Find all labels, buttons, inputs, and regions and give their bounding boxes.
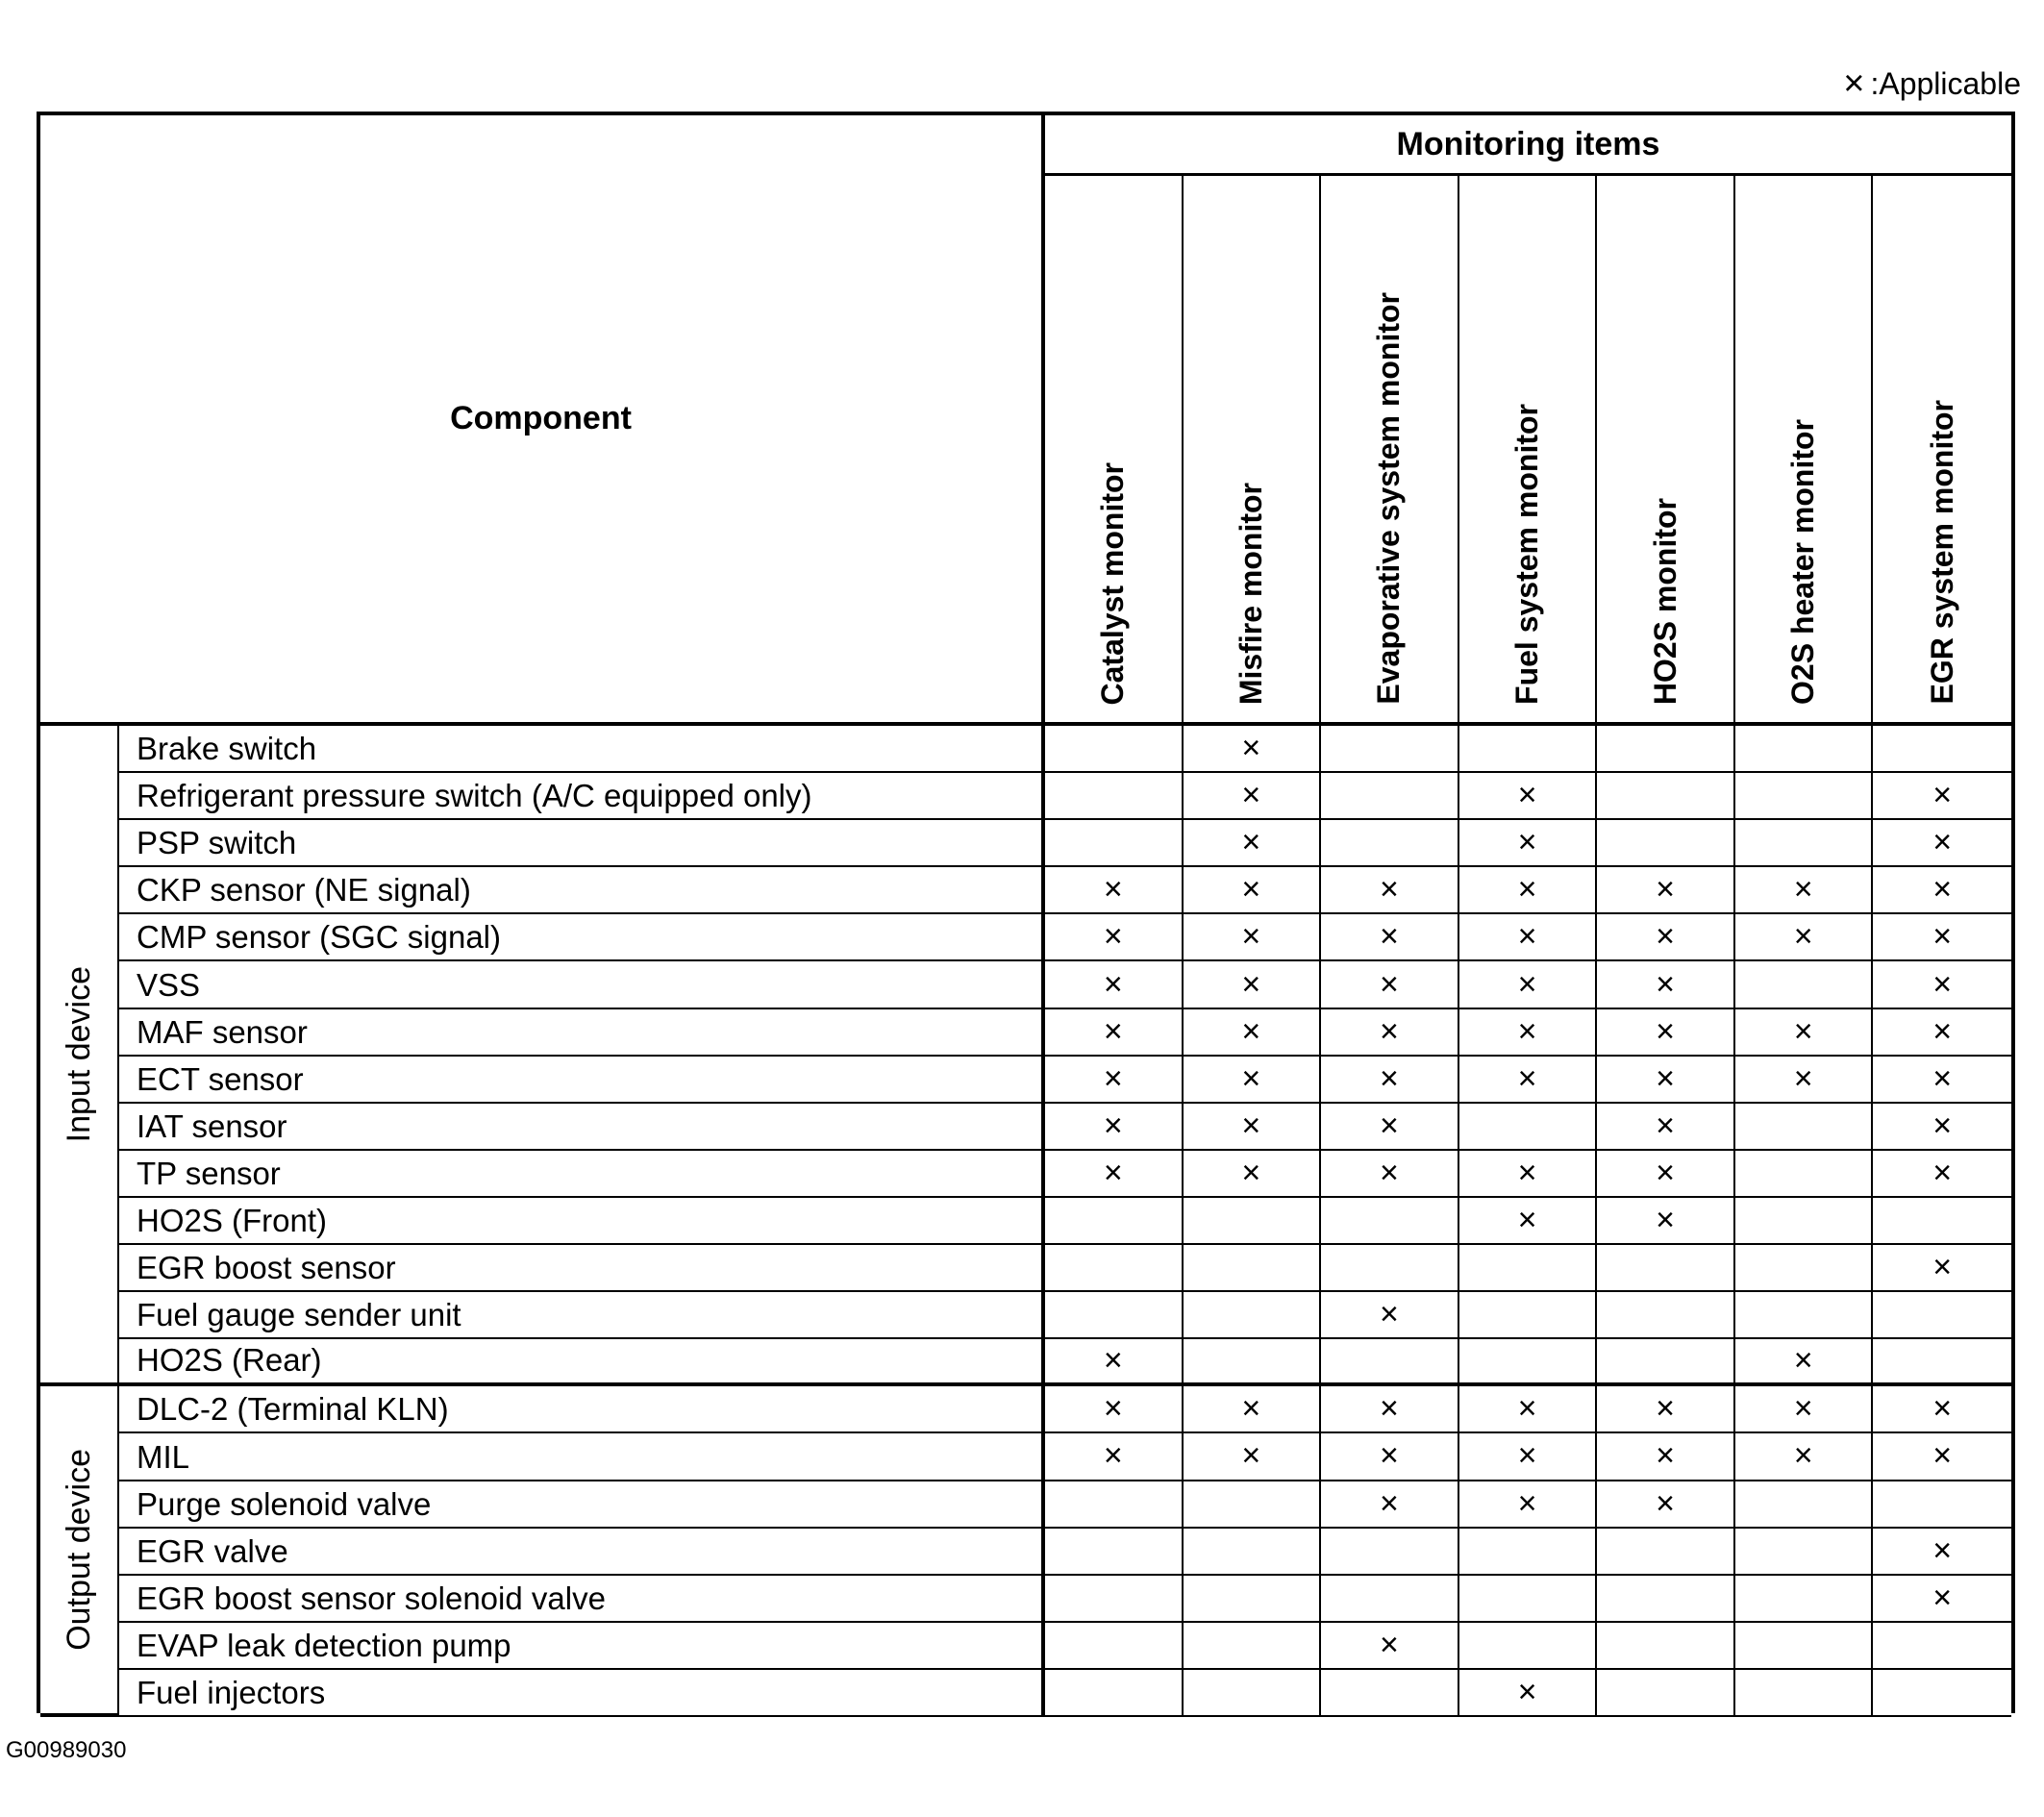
applicable-mark-cell	[1045, 867, 1184, 914]
monitor-header-label: Evaporative system monitor	[1371, 292, 1407, 705]
monitoring-table	[37, 112, 2015, 1713]
applicable-mark-icon: ×	[1656, 918, 1675, 956]
empty-cell	[1045, 1623, 1184, 1670]
empty-cell	[1873, 1670, 2011, 1717]
applicable-mark-icon: ×	[1103, 871, 1123, 908]
component-name: Fuel injectors	[119, 1670, 1045, 1717]
monitor-header	[1184, 176, 1322, 726]
applicable-mark-cell	[1184, 1151, 1322, 1198]
applicable-mark-icon: ×	[1843, 63, 1865, 104]
component-name: EGR boost sensor	[119, 1245, 1045, 1292]
empty-cell	[1735, 1529, 1874, 1576]
empty-cell	[1597, 726, 1735, 773]
applicable-mark-icon: ×	[1103, 965, 1123, 1003]
applicable-mark-cell	[1873, 1009, 2011, 1057]
applicable-mark-icon: ×	[1517, 824, 1537, 861]
empty-cell	[1321, 820, 1459, 867]
applicable-mark-cell	[1459, 1198, 1598, 1245]
component-name: EVAP leak detection pump	[119, 1623, 1045, 1670]
applicable-mark-icon: ×	[1656, 871, 1675, 908]
applicable-mark-cell	[1184, 1104, 1322, 1151]
applicable-mark-icon: ×	[1103, 1154, 1123, 1191]
empty-cell	[1597, 1245, 1735, 1292]
applicable-mark-cell	[1597, 1386, 1735, 1433]
applicable-mark-icon: ×	[1793, 918, 1813, 956]
empty-cell	[1735, 773, 1874, 820]
applicable-mark-icon: ×	[1241, 730, 1261, 767]
component-name: CKP sensor (NE signal)	[119, 867, 1045, 914]
applicable-mark-icon: ×	[1517, 1201, 1537, 1238]
applicable-mark-icon: ×	[1932, 1249, 1953, 1286]
applicable-mark-icon: ×	[1103, 1059, 1123, 1097]
applicable-mark-cell	[1873, 1576, 2011, 1623]
empty-cell	[1873, 1623, 2011, 1670]
applicable-mark-cell	[1597, 914, 1735, 961]
applicable-mark-cell	[1321, 961, 1459, 1008]
applicable-mark-icon: ×	[1103, 1107, 1123, 1144]
applicable-mark-icon: ×	[1932, 871, 1953, 908]
monitor-header	[1735, 176, 1874, 726]
monitoring-items-header: Monitoring items	[1045, 115, 2011, 176]
figure-id: G00989030	[6, 1737, 127, 1763]
monitor-header-label: Fuel system monitor	[1508, 404, 1544, 705]
empty-cell	[1184, 1481, 1322, 1529]
legend-text: :Applicable	[1870, 66, 2021, 101]
row-group-label	[40, 1386, 119, 1717]
empty-cell	[1597, 1292, 1735, 1339]
applicable-mark-cell	[1045, 1057, 1184, 1104]
empty-cell	[1184, 1623, 1322, 1670]
empty-cell	[1045, 1529, 1184, 1576]
empty-cell	[1045, 773, 1184, 820]
applicable-mark-cell	[1873, 1529, 2011, 1576]
applicable-mark-icon: ×	[1379, 871, 1399, 908]
applicable-mark-cell	[1321, 1623, 1459, 1670]
applicable-mark-icon: ×	[1932, 1154, 1953, 1191]
applicable-mark-cell	[1321, 1151, 1459, 1198]
row-group-label-text: Input device	[60, 965, 97, 1143]
applicable-mark-icon: ×	[1656, 1390, 1675, 1428]
applicable-mark-cell	[1045, 914, 1184, 961]
empty-cell	[1735, 1623, 1874, 1670]
component-name: Purge solenoid valve	[119, 1481, 1045, 1529]
empty-cell	[1735, 1481, 1874, 1529]
applicable-mark-icon: ×	[1379, 1107, 1399, 1144]
applicable-mark-cell	[1184, 1009, 1322, 1057]
applicable-mark-cell	[1459, 961, 1598, 1008]
applicable-mark-icon: ×	[1656, 1484, 1675, 1522]
applicable-mark-icon: ×	[1379, 1437, 1399, 1475]
applicable-mark-cell	[1597, 867, 1735, 914]
empty-cell	[1184, 1576, 1322, 1623]
applicable-mark-cell	[1184, 1057, 1322, 1104]
component-name: Fuel gauge sender unit	[119, 1292, 1045, 1339]
row-group-label-text: Output device	[60, 1449, 97, 1652]
applicable-mark-cell	[1321, 1481, 1459, 1529]
empty-cell	[1321, 1670, 1459, 1717]
monitor-header	[1459, 176, 1598, 726]
applicable-mark-icon: ×	[1932, 1012, 1953, 1050]
monitor-header-label: Misfire monitor	[1233, 482, 1268, 705]
monitor-header-label: EGR system monitor	[1924, 400, 1959, 705]
empty-cell	[1045, 1576, 1184, 1623]
applicable-mark-cell	[1045, 1151, 1184, 1198]
empty-cell	[1735, 1151, 1874, 1198]
applicable-mark-cell	[1459, 1057, 1598, 1104]
empty-cell	[1321, 1529, 1459, 1576]
applicable-mark-icon: ×	[1517, 1390, 1537, 1428]
component-name: EGR valve	[119, 1529, 1045, 1576]
applicable-mark-icon: ×	[1932, 1579, 1953, 1616]
applicable-mark-cell	[1321, 914, 1459, 961]
empty-cell	[1321, 1198, 1459, 1245]
empty-cell	[1597, 773, 1735, 820]
applicable-mark-icon: ×	[1241, 1437, 1261, 1475]
applicable-mark-cell	[1459, 820, 1598, 867]
applicable-mark-icon: ×	[1932, 824, 1953, 861]
monitor-header-label: O2S heater monitor	[1785, 419, 1821, 705]
applicable-mark-cell	[1321, 1292, 1459, 1339]
empty-cell	[1045, 726, 1184, 773]
applicable-mark-cell	[1597, 1481, 1735, 1529]
empty-cell	[1735, 726, 1874, 773]
applicable-mark-icon: ×	[1656, 1012, 1675, 1050]
component-name: Refrigerant pressure switch (A/C equipped only)	[119, 773, 1045, 820]
applicable-mark-cell	[1597, 1151, 1735, 1198]
applicable-mark-cell	[1045, 1433, 1184, 1481]
component-name: Brake switch	[119, 726, 1045, 773]
applicable-mark-icon: ×	[1379, 965, 1399, 1003]
empty-cell	[1321, 1245, 1459, 1292]
component-name: VSS	[119, 961, 1045, 1008]
empty-cell	[1873, 726, 2011, 773]
applicable-mark-cell	[1597, 1104, 1735, 1151]
applicable-mark-icon: ×	[1517, 965, 1537, 1003]
empty-cell	[1597, 1623, 1735, 1670]
applicable-mark-icon: ×	[1517, 1154, 1537, 1191]
empty-cell	[1184, 1198, 1322, 1245]
applicable-mark-cell	[1459, 773, 1598, 820]
applicable-mark-icon: ×	[1103, 1390, 1123, 1428]
applicable-mark-cell	[1597, 1433, 1735, 1481]
applicable-mark-icon: ×	[1241, 1154, 1261, 1191]
applicable-mark-icon: ×	[1656, 1154, 1675, 1191]
applicable-mark-cell	[1459, 1433, 1598, 1481]
applicable-mark-icon: ×	[1793, 1437, 1813, 1475]
applicable-mark-icon: ×	[1932, 777, 1953, 814]
empty-cell	[1735, 1104, 1874, 1151]
applicable-mark-cell	[1597, 1198, 1735, 1245]
applicable-mark-icon: ×	[1241, 1390, 1261, 1428]
applicable-mark-icon: ×	[1103, 918, 1123, 956]
applicable-mark-cell	[1873, 1151, 2011, 1198]
empty-cell	[1597, 820, 1735, 867]
applicable-mark-icon: ×	[1379, 1626, 1399, 1663]
component-name: TP sensor	[119, 1151, 1045, 1198]
empty-cell	[1459, 1245, 1598, 1292]
applicable-mark-icon: ×	[1241, 777, 1261, 814]
applicable-mark-cell	[1184, 961, 1322, 1008]
applicable-mark-icon: ×	[1517, 1673, 1537, 1710]
empty-cell	[1597, 1576, 1735, 1623]
applicable-mark-cell	[1873, 1057, 2011, 1104]
empty-cell	[1184, 1339, 1322, 1386]
empty-cell	[1735, 1198, 1874, 1245]
applicable-mark-cell	[1735, 1057, 1874, 1104]
component-header: Component	[40, 115, 1045, 726]
applicable-mark-icon: ×	[1793, 871, 1813, 908]
applicable-mark-cell	[1184, 773, 1322, 820]
monitor-header	[1597, 176, 1735, 726]
monitor-header-label: HO2S monitor	[1647, 497, 1683, 705]
empty-cell	[1045, 820, 1184, 867]
applicable-mark-icon: ×	[1517, 1059, 1537, 1097]
applicable-mark-cell	[1873, 773, 2011, 820]
empty-cell	[1321, 1339, 1459, 1386]
applicable-mark-cell	[1045, 1386, 1184, 1433]
applicable-mark-cell	[1321, 1433, 1459, 1481]
component-name: IAT sensor	[119, 1104, 1045, 1151]
applicable-mark-cell	[1184, 867, 1322, 914]
empty-cell	[1321, 726, 1459, 773]
applicable-mark-cell	[1873, 867, 2011, 914]
applicable-mark-cell	[1459, 1151, 1598, 1198]
applicable-mark-cell	[1321, 867, 1459, 914]
empty-cell	[1873, 1198, 2011, 1245]
empty-cell	[1184, 1245, 1322, 1292]
empty-cell	[1597, 1339, 1735, 1386]
component-name: CMP sensor (SGC signal)	[119, 914, 1045, 961]
applicable-mark-icon: ×	[1656, 1437, 1675, 1475]
component-name: PSP switch	[119, 820, 1045, 867]
applicable-mark-cell	[1459, 1670, 1598, 1717]
applicable-mark-icon: ×	[1103, 1437, 1123, 1475]
empty-cell	[1873, 1292, 2011, 1339]
applicable-mark-cell	[1184, 820, 1322, 867]
applicable-mark-cell	[1321, 1386, 1459, 1433]
component-name: DLC-2 (Terminal KLN)	[119, 1386, 1045, 1433]
empty-cell	[1735, 820, 1874, 867]
component-name: HO2S (Rear)	[119, 1339, 1045, 1386]
applicable-mark-icon: ×	[1517, 1484, 1537, 1522]
monitor-header	[1045, 176, 1184, 726]
empty-cell	[1597, 1670, 1735, 1717]
applicable-mark-cell	[1873, 1104, 2011, 1151]
applicable-mark-icon: ×	[1241, 871, 1261, 908]
applicable-mark-icon: ×	[1241, 1012, 1261, 1050]
applicable-mark-icon: ×	[1517, 918, 1537, 956]
applicable-mark-icon: ×	[1656, 1107, 1675, 1144]
applicable-mark-icon: ×	[1241, 918, 1261, 956]
empty-cell	[1597, 1529, 1735, 1576]
applicable-mark-cell	[1735, 867, 1874, 914]
applicable-mark-cell	[1184, 726, 1322, 773]
applicable-mark-cell	[1597, 1009, 1735, 1057]
empty-cell	[1459, 1104, 1598, 1151]
legend	[1843, 63, 2021, 105]
applicable-mark-cell	[1184, 1386, 1322, 1433]
applicable-mark-icon: ×	[1241, 824, 1261, 861]
row-group-label	[40, 726, 119, 1386]
applicable-mark-icon: ×	[1932, 1059, 1953, 1097]
empty-cell	[1045, 1481, 1184, 1529]
applicable-mark-icon: ×	[1517, 871, 1537, 908]
component-name: MAF sensor	[119, 1009, 1045, 1057]
empty-cell	[1735, 961, 1874, 1008]
empty-cell	[1873, 1481, 2011, 1529]
empty-cell	[1045, 1245, 1184, 1292]
applicable-mark-cell	[1459, 914, 1598, 961]
empty-cell	[1873, 1339, 2011, 1386]
applicable-mark-icon: ×	[1793, 1059, 1813, 1097]
empty-cell	[1459, 1576, 1598, 1623]
empty-cell	[1459, 1623, 1598, 1670]
component-name: MIL	[119, 1433, 1045, 1481]
applicable-mark-cell	[1321, 1009, 1459, 1057]
applicable-mark-cell	[1459, 1386, 1598, 1433]
monitor-header-label: Catalyst monitor	[1095, 461, 1131, 705]
empty-cell	[1459, 726, 1598, 773]
component-name: EGR boost sensor solenoid valve	[119, 1576, 1045, 1623]
applicable-mark-icon: ×	[1656, 965, 1675, 1003]
applicable-mark-icon: ×	[1379, 1296, 1399, 1333]
applicable-mark-cell	[1873, 1386, 2011, 1433]
applicable-mark-icon: ×	[1379, 1484, 1399, 1522]
applicable-mark-icon: ×	[1379, 918, 1399, 956]
applicable-mark-icon: ×	[1656, 1201, 1675, 1238]
applicable-mark-cell	[1597, 1057, 1735, 1104]
empty-cell	[1459, 1292, 1598, 1339]
applicable-mark-cell	[1184, 1433, 1322, 1481]
applicable-mark-icon: ×	[1932, 1390, 1953, 1428]
component-name: HO2S (Front)	[119, 1198, 1045, 1245]
empty-cell	[1184, 1670, 1322, 1717]
applicable-mark-cell	[1184, 914, 1322, 961]
applicable-mark-icon: ×	[1517, 1437, 1537, 1475]
empty-cell	[1321, 1576, 1459, 1623]
monitor-header	[1873, 176, 2011, 726]
applicable-mark-cell	[1735, 1386, 1874, 1433]
applicable-mark-cell	[1735, 914, 1874, 961]
monitor-header	[1321, 176, 1459, 726]
applicable-mark-icon: ×	[1379, 1154, 1399, 1191]
empty-cell	[1735, 1245, 1874, 1292]
applicable-mark-icon: ×	[1932, 1531, 1953, 1569]
applicable-mark-icon: ×	[1517, 1012, 1537, 1050]
empty-cell	[1735, 1670, 1874, 1717]
empty-cell	[1459, 1529, 1598, 1576]
applicable-mark-cell	[1735, 1339, 1874, 1386]
applicable-mark-cell	[1045, 961, 1184, 1008]
applicable-mark-icon: ×	[1241, 965, 1261, 1003]
applicable-mark-icon: ×	[1241, 1059, 1261, 1097]
empty-cell	[1735, 1292, 1874, 1339]
applicable-mark-icon: ×	[1656, 1059, 1675, 1097]
applicable-mark-icon: ×	[1793, 1390, 1813, 1428]
applicable-mark-cell	[1459, 1481, 1598, 1529]
applicable-mark-cell	[1873, 820, 2011, 867]
applicable-mark-icon: ×	[1103, 1012, 1123, 1050]
applicable-mark-icon: ×	[1379, 1059, 1399, 1097]
applicable-mark-cell	[1321, 1104, 1459, 1151]
applicable-mark-icon: ×	[1379, 1390, 1399, 1428]
applicable-mark-cell	[1045, 1339, 1184, 1386]
applicable-mark-cell	[1459, 867, 1598, 914]
applicable-mark-cell	[1045, 1104, 1184, 1151]
applicable-mark-cell	[1873, 1245, 2011, 1292]
applicable-mark-icon: ×	[1932, 1437, 1953, 1475]
applicable-mark-icon: ×	[1793, 1342, 1813, 1380]
empty-cell	[1735, 1576, 1874, 1623]
applicable-mark-icon: ×	[1932, 1107, 1953, 1144]
applicable-mark-cell	[1735, 1433, 1874, 1481]
applicable-mark-cell	[1045, 1009, 1184, 1057]
applicable-mark-icon: ×	[1241, 1107, 1261, 1144]
applicable-mark-cell	[1597, 961, 1735, 1008]
empty-cell	[1184, 1292, 1322, 1339]
applicable-mark-icon: ×	[1932, 965, 1953, 1003]
applicable-mark-icon: ×	[1793, 1012, 1813, 1050]
empty-cell	[1045, 1292, 1184, 1339]
applicable-mark-cell	[1459, 1009, 1598, 1057]
empty-cell	[1184, 1529, 1322, 1576]
applicable-mark-cell	[1873, 914, 2011, 961]
applicable-mark-icon: ×	[1103, 1342, 1123, 1380]
empty-cell	[1045, 1670, 1184, 1717]
applicable-mark-cell	[1735, 1009, 1874, 1057]
component-name: ECT sensor	[119, 1057, 1045, 1104]
applicable-mark-icon: ×	[1517, 777, 1537, 814]
applicable-mark-cell	[1321, 1057, 1459, 1104]
empty-cell	[1045, 1198, 1184, 1245]
applicable-mark-icon: ×	[1932, 918, 1953, 956]
empty-cell	[1459, 1339, 1598, 1386]
applicable-mark-cell	[1873, 1433, 2011, 1481]
empty-cell	[1321, 773, 1459, 820]
applicable-mark-icon: ×	[1379, 1012, 1399, 1050]
applicable-mark-cell	[1873, 961, 2011, 1008]
